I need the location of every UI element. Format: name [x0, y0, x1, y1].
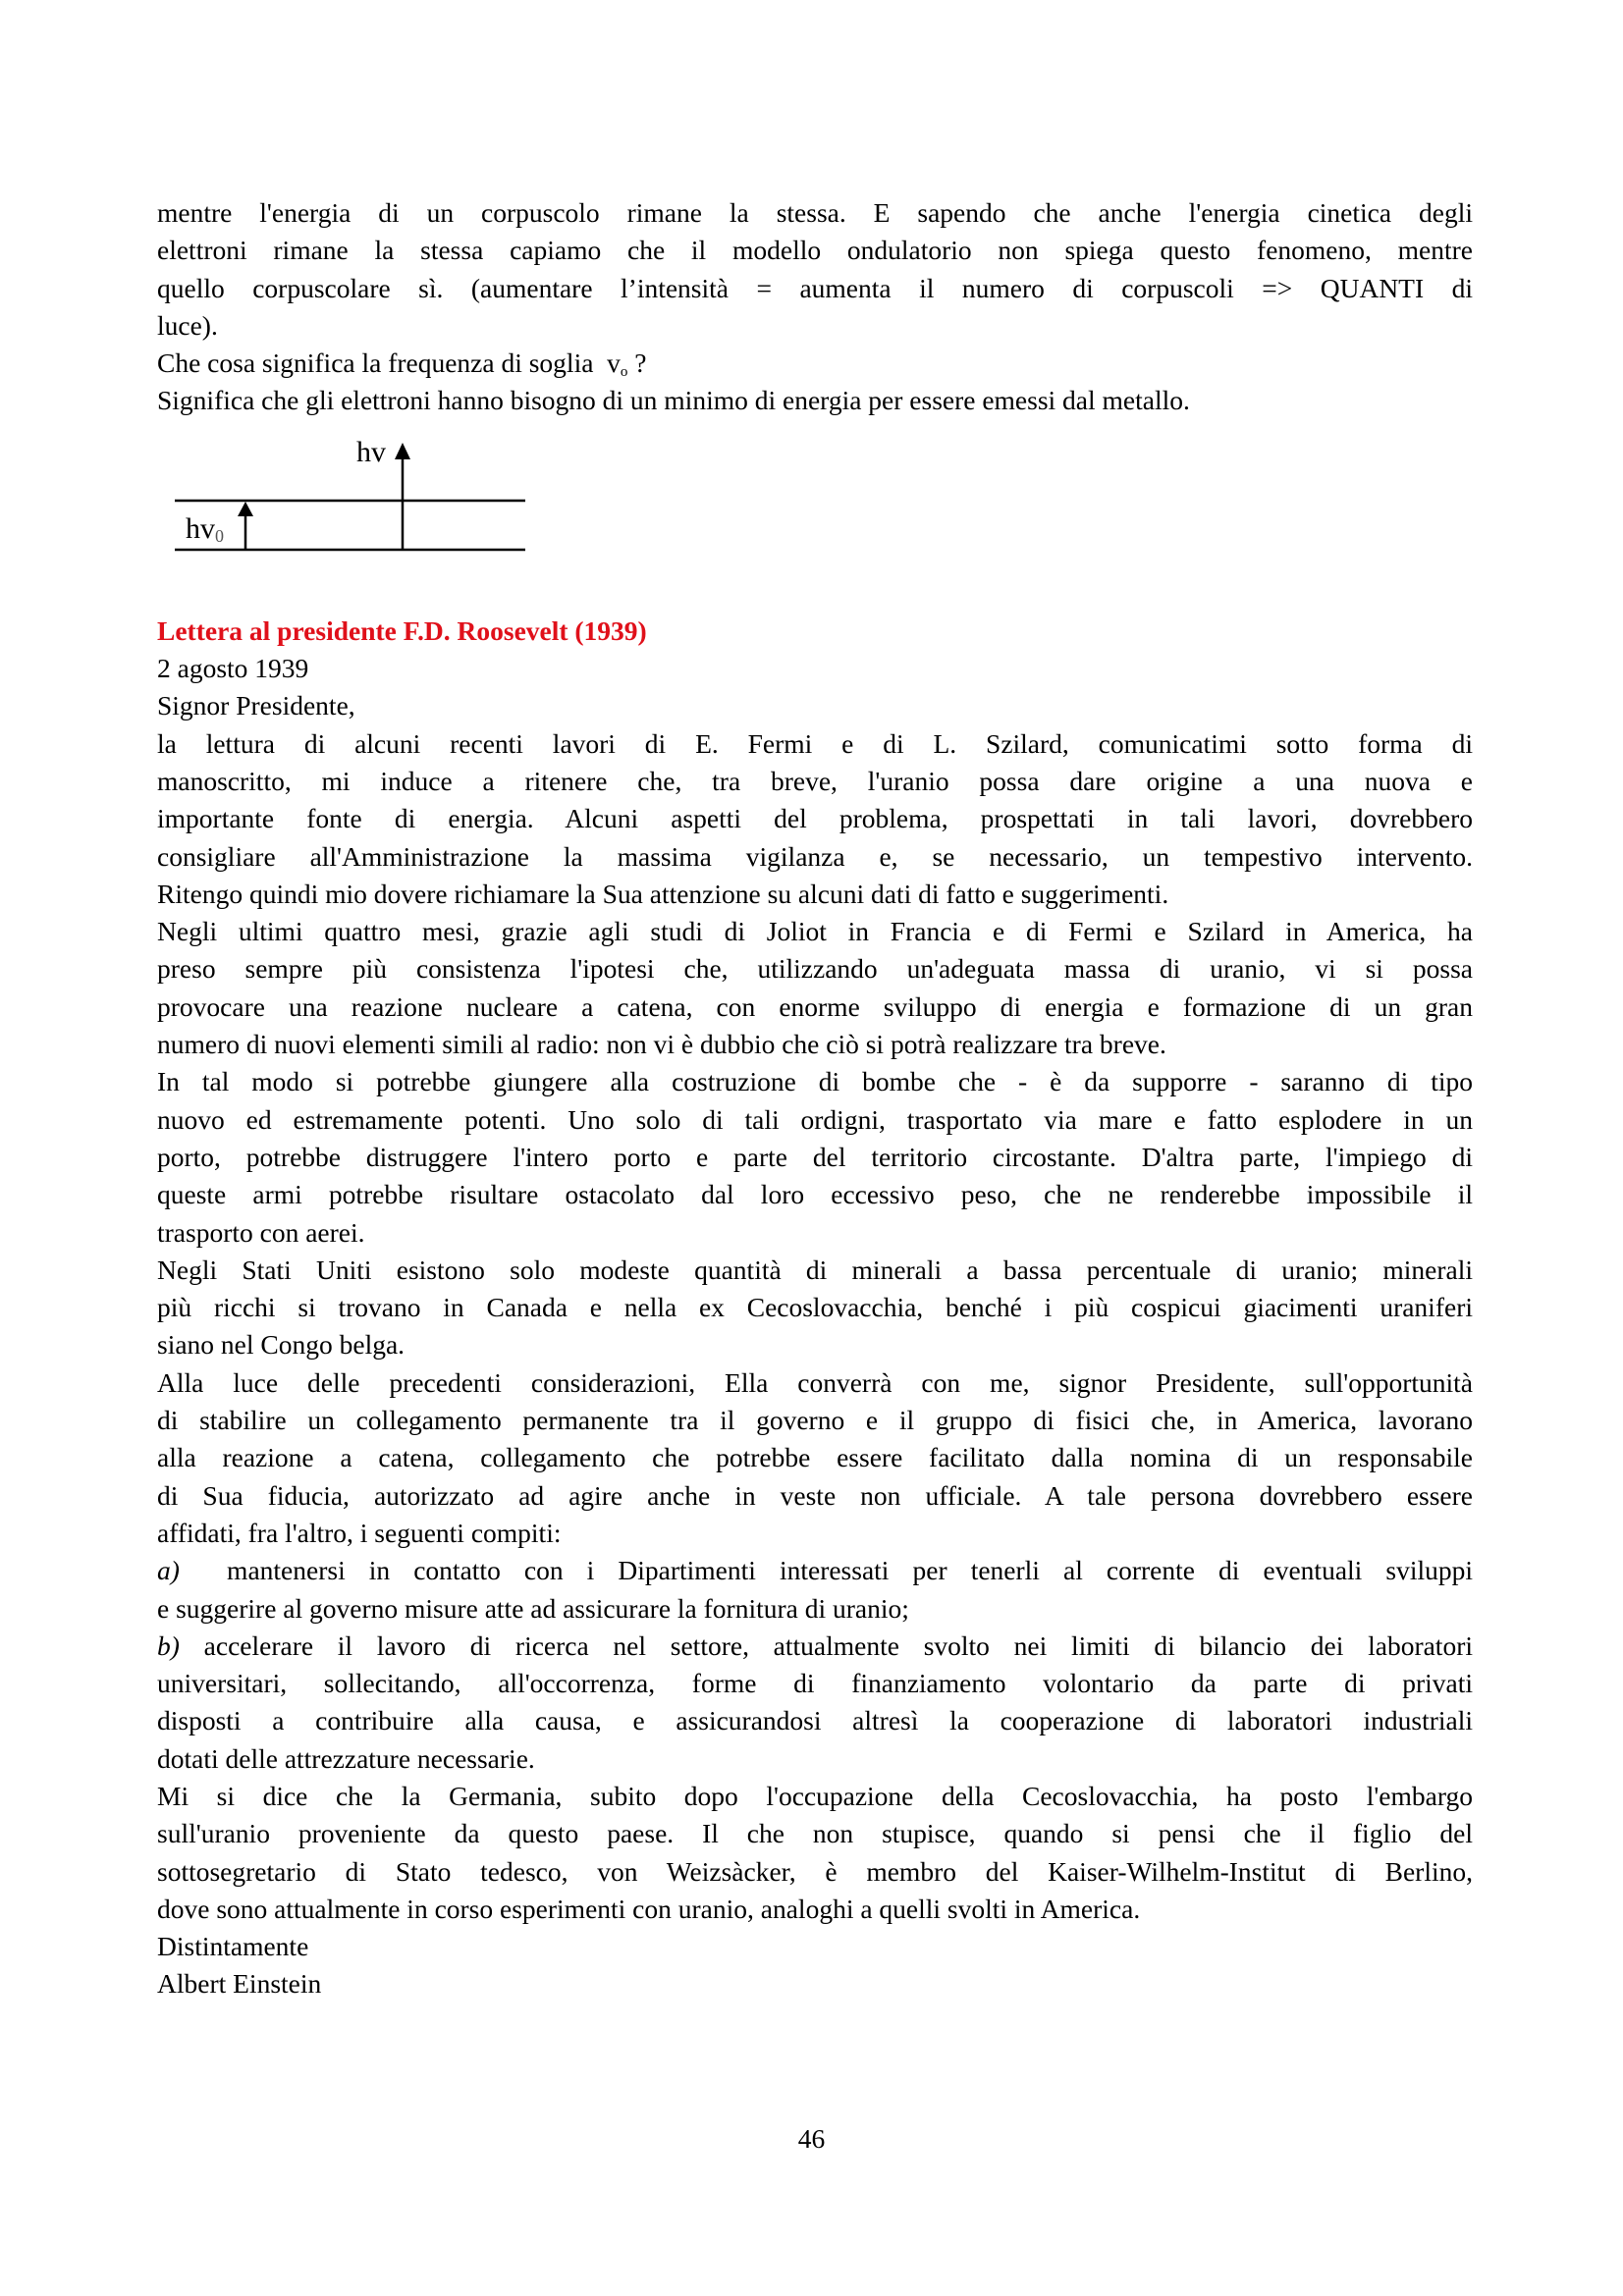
text-line: Negli ultimi quattro mesi, grazie agli studi di Joliot in Francia e di Fermi e Szilard in America, ha [157, 916, 1473, 947]
text-line: dotati delle attrezzature necessarie. [157, 1742, 535, 1774]
question-text: Che cosa significa la frequenza di soglia v [157, 347, 621, 379]
text-line: e suggerire al governo misure atte ad assicurare la fornitura di uranio; [157, 1592, 909, 1624]
nu-subscript: o [620, 364, 628, 381]
text-line: Mi si dice che la Germania, subito dopo l'occupazione della Cecoslovacchia, ha posto l'embargo [157, 1780, 1473, 1811]
text-line [157, 1628, 1473, 1665]
text-line: Negli Stati Uniti esistono solo modeste quantità di minerali a bassa percentuale di uranio; minerali [157, 1254, 1473, 1285]
photon-energy-label: hv [356, 435, 386, 468]
text-line: manoscritto, mi induce a ritenere che, tra breve, l'uranio possa dare origine a una nuova e [157, 765, 1473, 796]
text-line: numero di nuovi elementi simili al radio: non vi è dubbio che ciò si potrà realizzare tra breve. [157, 1029, 1166, 1060]
signature: Albert Einstein [157, 1968, 322, 2000]
threshold-label-main: hv [186, 511, 215, 545]
threshold-energy-label [186, 512, 224, 546]
text-line: universitari, sollecitando, all'occorrenza, forme di finanziamento volontario da parte di privati [157, 1668, 1473, 1699]
text-line: dove sono attualmente in corso esperimenti con uranio, analoghi a quelli svolti in America. [157, 1893, 1141, 1924]
text-line: queste armi potrebbe risultare ostacolato dal loro eccessivo peso, che ne renderebbe impossibile il [157, 1179, 1473, 1210]
letter-paragraph-2 [157, 913, 1473, 1063]
text-line: elettroni rimane la stessa capiamo che il modello ondulatorio non spiega questo fenomeno, mentre [157, 235, 1473, 266]
text-line: In tal modo si potrebbe giungere alla costruzione di bombe che - è da supporre - saranno di tipo [157, 1066, 1473, 1097]
letter-salutation: Signor Presidente, [157, 690, 355, 721]
text-line: Alla luce delle precedenti considerazioni, Ella converrà con me, signor Presidente, sull'opportunità [157, 1366, 1473, 1398]
text-line: sull'uranio proveniente da questo paese. Il che non stupisce, quando si pensi che il figlio del [157, 1818, 1473, 1849]
letter-heading: Lettera al presidente F.D. Roosevelt (1939) [157, 614, 647, 646]
text-line: di stabilire un collegamento permanente tra il governo e il gruppo di fisici che, in America, lavorano [157, 1405, 1473, 1436]
document-page [157, 194, 1473, 2003]
text-line: quello corpuscolare sì. (aumentare l’intensità = aumenta il numero di corpuscoli => QUANTI di [157, 272, 1473, 303]
text-line: la lettura di alcuni recenti lavori di E. Fermi e di L. Szilard, comunicatimi sotto forma di [157, 727, 1473, 759]
text-line: siano nel Congo belga. [157, 1329, 406, 1361]
threshold-answer: Significa che gli elettroni hanno bisogno di un minimo di energia per essere emessi dal metallo. [157, 385, 1190, 416]
task-text: mantenersi in contatto con i Dipartimenti interessati per tenerli al corrente di eventuali sviluppi [179, 1555, 1473, 1586]
threshold-label-sub: 0 [215, 525, 224, 546]
text-line: sottosegretario di Stato tedesco, von Weizsàcker, è membro del Kaiser-Wilhelm-Institut di Berlino, [157, 1855, 1473, 1887]
text-line: di Sua fiducia, autorizzato ad agire anche in veste non ufficiale. A tale persona dovrebbero essere [157, 1479, 1473, 1511]
text-line: Ritengo quindi mio dovere richiamare la Sua attenzione su alcuni dati di fatto e suggerimenti. [157, 878, 1169, 909]
text-line: porto, potrebbe distruggere l'intero porto e parte del territorio circostante. D'altra parte, l'impiego di [157, 1141, 1473, 1172]
energy-diagram-svg [0, 204, 1623, 813]
task-item-a [157, 1552, 1473, 1628]
page-number: 46 [797, 2123, 826, 2154]
text-line [157, 1552, 1473, 1589]
task-marker: a) [157, 1555, 180, 1586]
task-marker: b) [157, 1629, 180, 1661]
text-line: trasporto con aerei. [157, 1216, 365, 1248]
photoelectric-threshold-diagram [157, 420, 1473, 613]
letter-paragraph-3 [157, 1063, 1473, 1251]
text-line: consigliare all'Amministrazione la massima vigilanza e, se necessario, un tempestivo intervento. [157, 840, 1473, 872]
text-line: affidati, fra l'altro, i seguenti compiti: [157, 1517, 562, 1548]
task-text: accelerare il lavoro di ricerca nel settore, attualmente svolto nei limiti di bilancio dei laboratori [179, 1629, 1473, 1661]
letter-paragraph-5 [157, 1364, 1473, 1552]
text-line: disposti a contribuire alla causa, e assicurandosi altresì la cooperazione di laboratori industriali [157, 1705, 1473, 1736]
photon-arrow-head-icon [395, 443, 410, 459]
letter-date: 2 agosto 1939 [157, 653, 309, 684]
task-item-b [157, 1628, 1473, 1778]
text-line: alla reazione a catena, collegamento che potrebbe essere facilitato dalla nomina di un responsabile [157, 1442, 1473, 1473]
letter-closing-paragraph [157, 1778, 1473, 1928]
text-line: preso sempre più consistenza l'ipotesi che, utilizzando un'adeguata massa di uranio, vi si possa [157, 953, 1473, 985]
text-line: mentre l'energia di un corpuscolo rimane la stessa. E sapendo che anche l'energia cinetica degli [157, 197, 1473, 228]
letter-paragraph-4 [157, 1252, 1473, 1364]
text-line: importante fonte di energia. Alcuni aspetti del problema, prospettati in tali lavori, dovrebbero [157, 803, 1473, 834]
valediction: Distintamente [157, 1931, 309, 1962]
text-line: nuovo ed estremamente potenti. Uno solo di tali ordigni, trasportato via mare e fatto esplodere in un [157, 1103, 1473, 1135]
text-line: luce). [157, 309, 218, 341]
threshold-arrow-head-icon [238, 502, 253, 516]
text-line: più ricchi si trovano in Canada e nella ex Cecoslovacchia, benché i più cospicui giacimenti uraniferi [157, 1292, 1473, 1323]
text-line: provocare una reazione nucleare a catena, con enorme sviluppo di energia e formazione di un gran [157, 990, 1473, 1022]
question-suffix: ? [627, 347, 647, 379]
